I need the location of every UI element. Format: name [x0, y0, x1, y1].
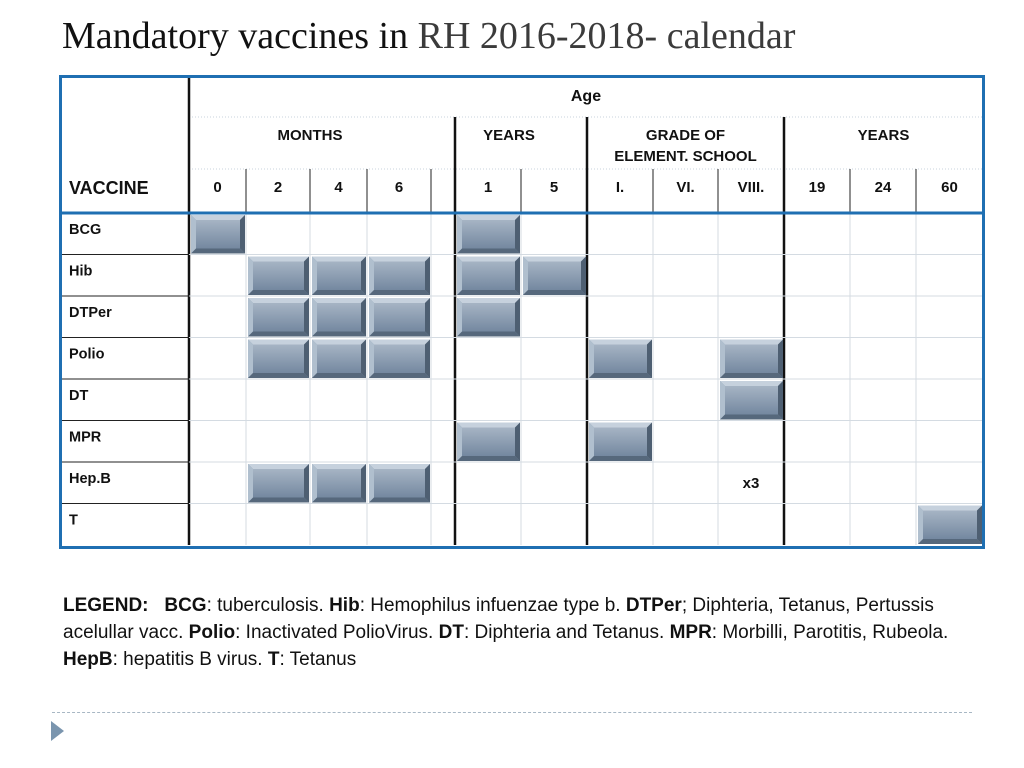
dose-tile	[457, 215, 520, 254]
vaccine-name: BCG	[69, 222, 102, 238]
legend-text: : Diphteria and Tetanus.	[463, 622, 670, 643]
dose-tile	[589, 340, 652, 379]
dose-tile	[369, 298, 430, 337]
vaccine-name: MPR	[69, 429, 102, 446]
dose-tile	[589, 423, 652, 462]
dose-tile	[312, 340, 366, 379]
legend	[63, 592, 978, 673]
legend-abbr: HepB	[63, 649, 113, 670]
legend-text: ; Diphteria, Tetanus, Pertussis acelullar vacc.	[63, 595, 934, 643]
dose-tile	[720, 381, 783, 420]
legend-abbr: DT	[438, 622, 464, 643]
vaccine-calendar-table	[59, 75, 985, 549]
group-header-1: YEARS	[483, 127, 535, 144]
group-header-0: MONTHS	[277, 127, 343, 144]
vaccine-name: T	[69, 512, 78, 529]
dose-tile	[312, 464, 366, 503]
legend-abbr: DTPer	[625, 595, 682, 616]
legend-text: : tuberculosis.	[206, 595, 330, 616]
age-column-0: 0	[213, 179, 222, 196]
legend-text: : Morbilli, Parotitis, Rubeola.	[711, 622, 949, 643]
legend-item	[329, 595, 626, 616]
vaccine-calendar-svg	[59, 75, 985, 549]
legend-abbr: BCG	[164, 595, 207, 616]
vaccine-name: Hib	[69, 263, 93, 280]
vaccine-column-header: VACCINE	[69, 178, 149, 198]
dose-tile	[191, 215, 245, 254]
vaccine-name: DT	[69, 388, 89, 404]
legend-text: : Hemophilus infuenzae type b.	[359, 595, 626, 616]
dose-tile	[248, 340, 309, 379]
vaccine-name: DTPer	[69, 305, 112, 321]
dose-tile	[918, 506, 982, 545]
age-column-12: 60	[941, 179, 958, 196]
title-accent: RH 2016-2018- calendar	[417, 15, 796, 57]
age-column-5: 1	[483, 179, 493, 196]
legend-text: : Inactivated PolioVirus.	[235, 622, 439, 643]
age-column-10: 19	[808, 179, 826, 196]
hep-b-note: x3	[742, 475, 760, 492]
group-header-2-line2: ELEMENT. SCHOOL	[614, 148, 757, 165]
dose-tile	[369, 340, 430, 379]
page-title	[62, 14, 795, 58]
dose-tile	[312, 257, 366, 296]
legend-text: : Tetanus	[279, 649, 357, 670]
legend-item	[268, 649, 356, 670]
legend-abbr: MPR	[669, 622, 712, 643]
legend-abbr: Hib	[329, 595, 360, 616]
dose-tile	[457, 298, 520, 337]
dose-tile	[457, 257, 520, 296]
legend-items	[63, 595, 948, 670]
dose-tile	[369, 464, 430, 503]
age-column-7: I.	[615, 179, 625, 196]
vaccine-name: Polio	[69, 346, 105, 363]
legend-item	[439, 622, 670, 643]
dose-tile	[248, 464, 309, 503]
dose-tile	[248, 298, 309, 337]
table-border	[61, 77, 984, 548]
age-column-2: 4	[334, 179, 343, 196]
slide-arrow-icon	[51, 721, 64, 741]
age-column-11: 24	[874, 179, 892, 196]
age-column-8: VI.	[676, 179, 695, 196]
vaccine-name: Hep.B	[69, 471, 111, 487]
legend-item	[63, 649, 268, 670]
dose-tile	[312, 298, 366, 337]
dose-tile	[720, 340, 783, 379]
age-header: Age	[570, 88, 602, 105]
age-column-9: VIII.	[737, 179, 765, 196]
age-column-6: 5	[549, 179, 559, 196]
legend-abbr: T	[267, 649, 280, 670]
legend-item	[164, 595, 329, 616]
dose-tile	[248, 257, 309, 296]
title-main: Mandatory vaccines in	[62, 15, 418, 57]
legend-label: LEGEND:	[63, 595, 149, 616]
legend-item	[189, 622, 439, 643]
legend-item	[670, 622, 949, 643]
age-column-3: 6	[394, 179, 404, 196]
dose-tile	[369, 257, 430, 296]
legend-abbr: Polio	[188, 622, 236, 643]
footer-divider	[52, 712, 972, 713]
dose-tile	[457, 423, 520, 462]
group-header-2-line1: GRADE OF	[645, 127, 726, 144]
group-header-3: YEARS	[857, 127, 910, 144]
legend-text: : hepatitis B virus.	[112, 649, 268, 670]
age-column-1: 2	[273, 179, 283, 196]
dose-tile	[523, 257, 586, 296]
